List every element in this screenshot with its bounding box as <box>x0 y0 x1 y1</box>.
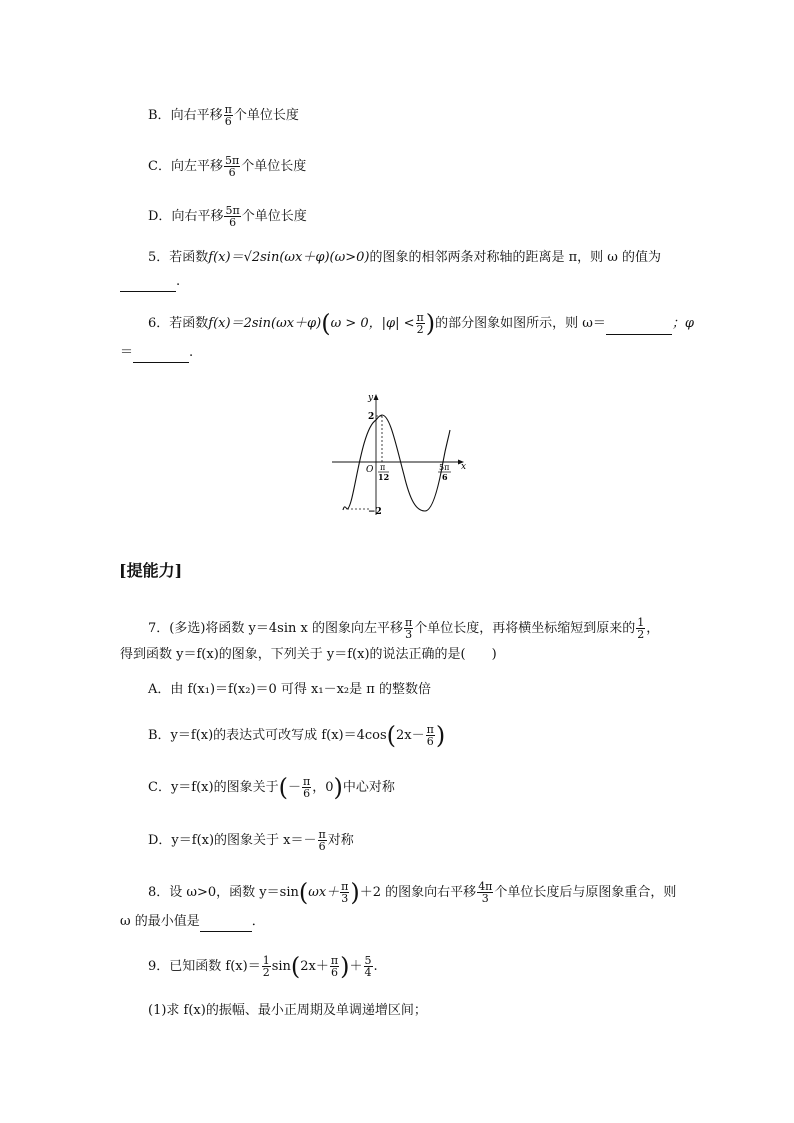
option-text: D．y＝f(x)的图象关于 x＝－ <box>148 833 317 848</box>
option-text: ωx＋ <box>308 885 340 900</box>
fraction <box>364 955 373 978</box>
q7-option-c <box>148 773 395 802</box>
left-paren: ( <box>298 878 309 907</box>
left-paren: ( <box>290 952 301 981</box>
q7-option-b <box>148 721 446 750</box>
origin-label: O <box>366 465 374 475</box>
denominator: 6 <box>228 166 236 179</box>
question-text: 若函数 <box>169 316 209 331</box>
omega-answer-blank[interactable] <box>606 320 672 335</box>
section-title: [提能力] <box>119 561 183 580</box>
numerator: 4π <box>478 880 493 893</box>
answer-blank[interactable] <box>120 277 176 292</box>
q8-line1 <box>148 878 677 907</box>
numerator: π <box>318 828 326 841</box>
numerator: 5π <box>225 204 240 217</box>
denominator: 4 <box>364 966 372 979</box>
equals-sign: ＝ <box>120 345 134 360</box>
q4-option-d <box>148 205 307 228</box>
denominator: 3 <box>481 892 489 905</box>
right-paren: ) <box>350 878 360 907</box>
question-number: 7． <box>148 621 170 636</box>
denominator: 3 <box>405 628 413 641</box>
numerator: π <box>416 311 424 324</box>
sine-graph <box>330 390 472 520</box>
q5-line2 <box>120 272 180 292</box>
fraction <box>330 955 339 978</box>
fraction <box>262 955 271 978</box>
denominator: 6 <box>224 115 232 128</box>
numerator: 5 <box>364 954 372 967</box>
right-paren: ) <box>425 309 436 338</box>
option-text: 向左平移 <box>170 159 223 174</box>
q5-line1 <box>148 248 661 268</box>
numerator: π <box>224 103 232 116</box>
numerator: 1 <box>262 954 270 967</box>
fraction <box>224 155 240 178</box>
punctuation: . <box>373 959 378 974</box>
left-paren: ( <box>321 309 331 338</box>
option-label: C． <box>148 159 171 174</box>
punctuation: . <box>189 345 194 360</box>
fraction <box>224 205 240 228</box>
question-number: 8． <box>148 885 170 900</box>
denominator: 2 <box>637 628 645 641</box>
max-label: 2 <box>368 412 375 422</box>
q8-line2 <box>120 912 265 932</box>
q6-line1 <box>148 309 694 338</box>
question-text: 个单位长度后与原图象重合，则 <box>494 885 677 900</box>
punctuation: . <box>176 274 181 289</box>
denominator: 2 <box>416 323 424 336</box>
left-paren: ( <box>278 773 288 802</box>
tick2-denominator: 6 <box>442 472 448 482</box>
q6-line2 <box>120 343 193 363</box>
option-text: ，0 <box>312 780 334 795</box>
fraction <box>404 617 413 640</box>
question-number: 9． <box>148 959 170 974</box>
function-expression: f(x)＝√2sin(ωx＋φ)(ω>0) <box>208 250 370 265</box>
numerator: π <box>330 954 339 967</box>
q9-part1: (1)求 f(x)的振幅、最小正周期及单调递增区间； <box>148 1003 427 1018</box>
right-paren: ) <box>340 952 350 981</box>
question-text: ；φ <box>671 316 694 331</box>
fraction <box>477 881 493 904</box>
denominator: 6 <box>303 787 311 800</box>
question-text: ＋2 的图象向右平移 <box>359 885 477 900</box>
question-number: 5． <box>148 250 170 265</box>
option-text: 对称 <box>327 833 354 848</box>
q4-option-b <box>148 104 299 127</box>
question-text: 的图象的相邻两条对称轴的距离是 π，则 ω 的值为 <box>369 250 661 265</box>
numerator: π <box>404 616 413 629</box>
fraction <box>636 617 645 640</box>
numerator: π <box>341 880 349 893</box>
question-text: (多选)将函数 y＝4sin x 的图象向左平移 <box>169 621 403 636</box>
option-text: 个单位长度 <box>241 159 307 174</box>
denominator: 6 <box>331 966 338 979</box>
option-text: 2x－ <box>396 728 425 743</box>
numerator: π <box>426 723 434 736</box>
option-text: 中心对称 <box>342 780 395 795</box>
x-axis-label: x <box>461 462 467 472</box>
punctuation: ， <box>646 621 660 636</box>
option-text: C．y＝f(x)的图象关于 <box>148 780 279 795</box>
left-paren: ( <box>386 721 397 750</box>
q7-option-a: A．由 f(x₁)＝f(x₂)＝0 可得 x₁－x₂是 π 的整数倍 <box>148 682 431 697</box>
fraction <box>340 881 349 904</box>
denominator: 6 <box>318 840 326 853</box>
fraction <box>426 724 435 747</box>
question-number: 6． <box>148 316 170 331</box>
q7-line2: 得到函数 y＝f(x)的图象，下列关于 y＝f(x)的说法正确的是( ) <box>120 647 497 662</box>
question-text: 个单位长度，再将横坐标缩短到原来的 <box>414 621 636 636</box>
question-text: 若函数 <box>169 250 209 265</box>
denominator: 3 <box>341 892 349 905</box>
right-paren: ) <box>435 721 446 750</box>
q7-line1 <box>148 617 659 640</box>
denominator: 6 <box>426 735 434 748</box>
denominator: 6 <box>229 216 237 229</box>
answer-blank[interactable] <box>200 917 252 932</box>
fraction <box>416 312 425 335</box>
function-expression: f(x)＝2sin(ωx＋φ) <box>208 316 322 331</box>
numerator: 5π <box>224 154 240 167</box>
sine-curve <box>343 415 450 511</box>
question-text: 设 ω>0，函数 y＝sin <box>169 885 299 900</box>
y-axis-arrow <box>374 394 379 400</box>
option-text: B．y＝f(x)的表达式可改写成 f(x)＝4cos <box>148 728 387 743</box>
phi-answer-blank[interactable] <box>133 348 189 363</box>
q9-line1 <box>148 952 378 981</box>
q4-option-c <box>148 155 306 178</box>
y-axis-label: y <box>368 393 374 403</box>
q7-option-d <box>148 829 354 852</box>
option-label: B． <box>148 108 171 123</box>
punctuation: ． <box>251 914 265 929</box>
question-text: ＋ <box>349 959 363 974</box>
tick2-numerator: 5π <box>439 463 450 472</box>
fraction <box>302 776 311 799</box>
question-text: 已知函数 f(x)＝ <box>169 959 261 974</box>
option-label: D． <box>148 209 172 224</box>
option-text: 个单位长度 <box>233 108 299 123</box>
min-label: −2 <box>368 507 382 517</box>
condition-text: ω > 0，|φ| < <box>330 316 415 331</box>
question-text: sin <box>271 959 291 974</box>
fraction <box>318 829 327 852</box>
right-paren: ) <box>333 773 343 802</box>
option-text: 向右平移 <box>171 209 224 224</box>
tick1-numerator: π <box>380 463 386 472</box>
fraction <box>224 104 233 127</box>
option-text: 2x＋ <box>300 959 329 974</box>
option-text: － <box>287 780 301 795</box>
tick1-denominator: 12 <box>378 472 390 482</box>
numerator: 1 <box>637 616 645 629</box>
denominator: 2 <box>262 966 270 979</box>
option-text: 个单位长度 <box>241 209 307 224</box>
option-text: 向右平移 <box>170 108 223 123</box>
question-text: 的部分图象如图所示，则 ω＝ <box>435 316 606 331</box>
question-text: ω 的最小值是 <box>120 914 200 929</box>
numerator: π <box>302 775 311 788</box>
